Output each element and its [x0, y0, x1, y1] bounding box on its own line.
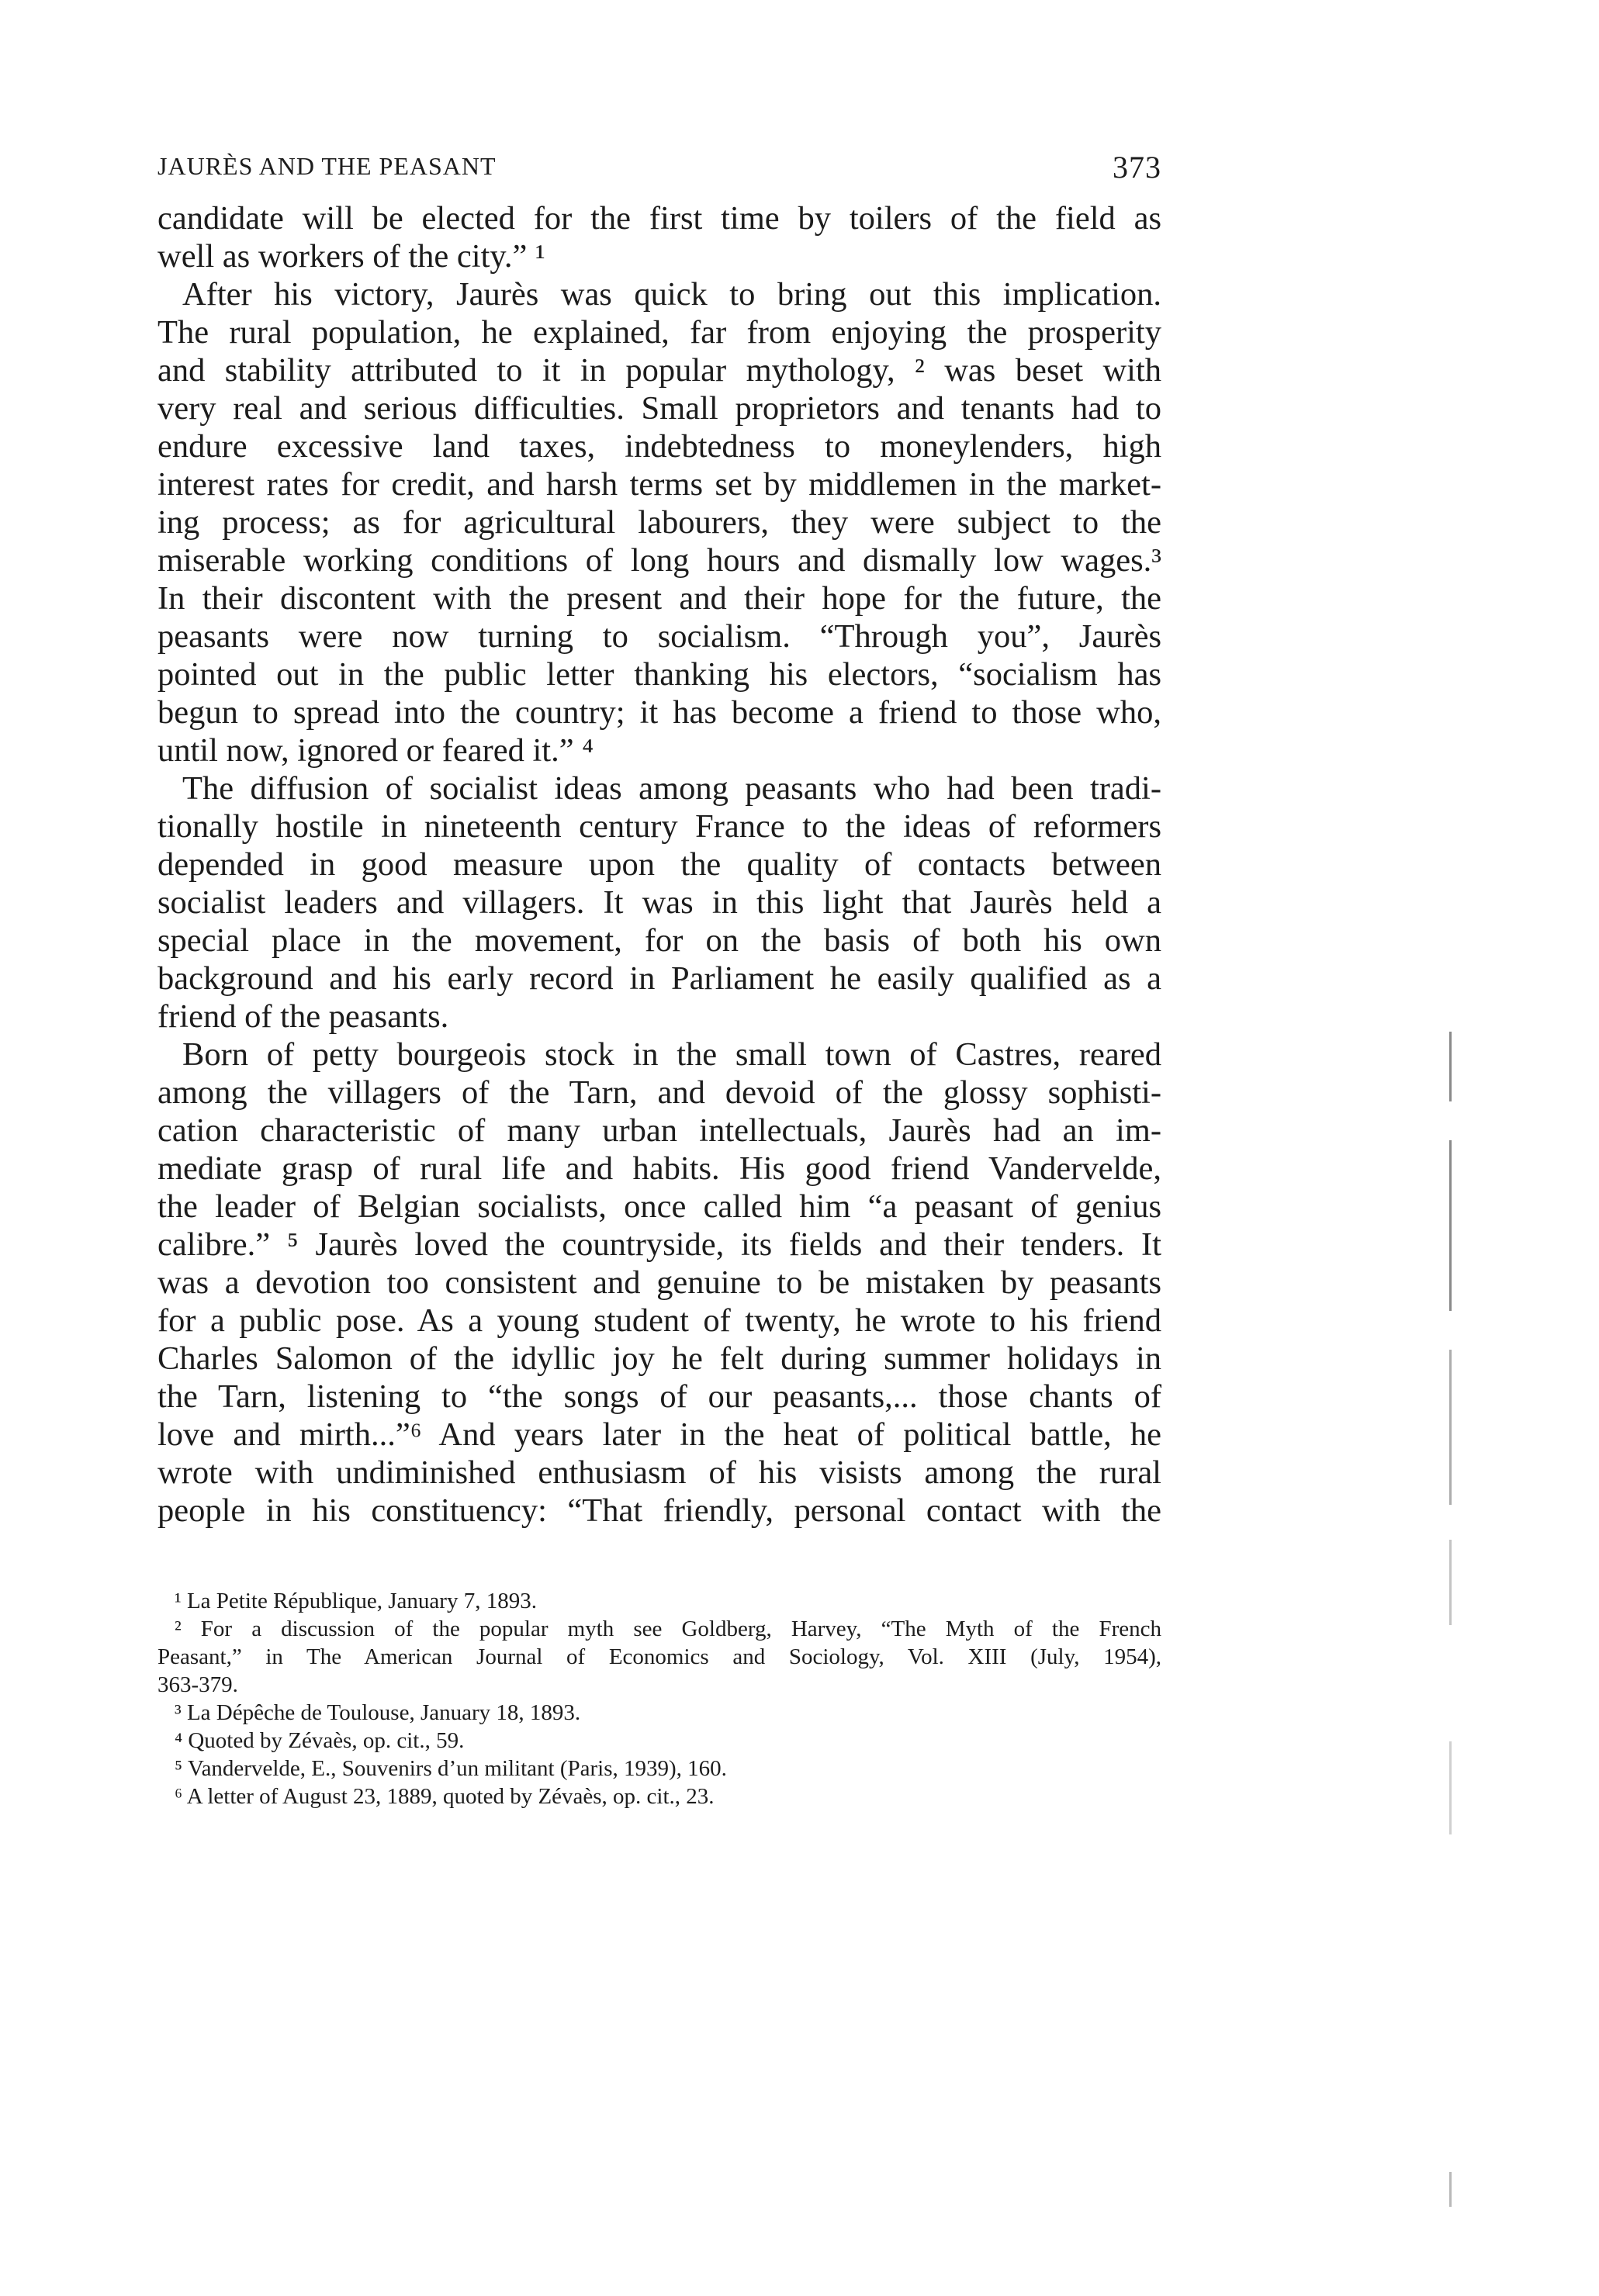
- text-line: Born of petty bourgeois stock in the small town of Castres, reared: [182, 1036, 1161, 1073]
- text-line: The diffusion of socialist ideas among peasants who had been tradi-: [182, 770, 1161, 807]
- text-line: wrote with undiminished enthusiasm of his visists among the rural: [157, 1454, 1161, 1491]
- text-line: peasants were now turning to socialism. “Through you”, Jaurès: [157, 618, 1161, 655]
- text-line: and stability attributed to it in popular mythology, ² was beset with: [157, 352, 1161, 389]
- text-line: socialist leaders and villagers. It was in this light that Jaurès held a: [157, 884, 1161, 921]
- footnotes: [157, 1587, 1161, 1810]
- text-line: very real and serious difficulties. Small proprietors and tenants had to: [157, 390, 1161, 427]
- running-head: [157, 146, 1161, 192]
- footnote-1: ¹ La Petite République, January 7, 1893.: [175, 1589, 537, 1613]
- text-line: special place in the movement, for on the basis of both his own: [157, 922, 1161, 959]
- text-line: among the villagers of the Tarn, and devoid of the glossy sophisti-: [157, 1074, 1161, 1111]
- text-line: the leader of Belgian socialists, once called him “a peasant of genius: [157, 1188, 1161, 1225]
- text-line: miserable working conditions of long hours and dismally low wages.³: [157, 542, 1161, 579]
- text-line: cation characteristic of many urban intellectuals, Jaurès had an im-: [157, 1112, 1161, 1149]
- scan-edge-mark: [1449, 1540, 1452, 1625]
- text-line: until now, ignored or feared it.” ⁴: [157, 732, 594, 769]
- text-line: was a devotion too consistent and genuine to be mistaken by peasants: [157, 1264, 1161, 1301]
- footnote-4: ⁴ Quoted by Zévaès, op. cit., 59.: [175, 1728, 465, 1753]
- text-line: love and mirth...”⁶ And years later in the heat of political battle, he: [157, 1416, 1161, 1453]
- footnote-2-pages: 363-379.: [157, 1672, 238, 1697]
- footnote-3: ³ La Dépêche de Toulouse, January 18, 1893.: [175, 1700, 581, 1725]
- running-title: JAURÈS AND THE PEASANT: [157, 152, 497, 180]
- footnote-6: ⁶ A letter of August 23, 1889, quoted by Zévaès, op. cit., 23.: [175, 1784, 715, 1809]
- scan-edge-mark: [1449, 1741, 1452, 1834]
- text-line: endure excessive land taxes, indebtedness to moneylenders, high: [157, 428, 1161, 465]
- text-line: The rural population, he explained, far from enjoying the prosperity: [157, 314, 1161, 351]
- text-line: the Tarn, listening to “the songs of our peasants,... those chants of: [157, 1378, 1161, 1415]
- text-line: pointed out in the public letter thanking his electors, “socialism has: [157, 656, 1161, 693]
- text-line: candidate will be elected for the first time by toilers of the field as: [157, 200, 1161, 237]
- text-line: background and his early record in Parliament he easily qualified as a: [157, 960, 1161, 997]
- text-line: depended in good measure upon the quality of contacts between: [157, 846, 1161, 883]
- scan-edge-mark: [1449, 1140, 1452, 1311]
- text-line: friend of the peasants.: [157, 998, 449, 1035]
- text-line: In their discontent with the present and their hope for the future, the: [157, 580, 1161, 617]
- text-line: begun to spread into the country; it has become a friend to those who,: [157, 694, 1161, 731]
- text-line: After his victory, Jaurès was quick to bring out this implication.: [182, 276, 1161, 313]
- page-number: 373: [1113, 150, 1161, 185]
- text-line: mediate grasp of rural life and habits. His good friend Vandervelde,: [157, 1150, 1161, 1187]
- footnote-2-continued: Peasant,” in The American Journal of Economics and Sociology, Vol. XIII (July, 1954),: [157, 1644, 1161, 1669]
- text-line: for a public pose. As a young student of twenty, he wrote to his friend: [157, 1302, 1161, 1339]
- body-text: [157, 199, 1161, 1530]
- scan-edge-mark: [1449, 1032, 1452, 1101]
- scan-edge-mark: [1449, 2172, 1452, 2207]
- scan-edge-mark: [1449, 1350, 1452, 1505]
- text-line: people in his constituency: “That friendly, personal contact with the: [157, 1492, 1161, 1529]
- text-line: calibre.” ⁵ Jaurès loved the countryside, its fields and their tenders. It: [157, 1226, 1161, 1263]
- text-line: well as workers of the city.” ¹: [157, 238, 545, 275]
- footnote-5: ⁵ Vandervelde, E., Souvenirs d’un militant (Paris, 1939), 160.: [175, 1756, 727, 1781]
- text-line: interest rates for credit, and harsh terms set by middlemen in the market-: [157, 466, 1161, 503]
- text-line: tionally hostile in nineteenth century France to the ideas of reformers: [157, 808, 1161, 845]
- footnote-2: ² For a discussion of the popular myth see Goldberg, Harvey, “The Myth of the French: [175, 1617, 1161, 1641]
- text-line: ing process; as for agricultural labourers, they were subject to the: [157, 504, 1161, 541]
- text-line: Charles Salomon of the idyllic joy he felt during summer holidays in: [157, 1340, 1161, 1377]
